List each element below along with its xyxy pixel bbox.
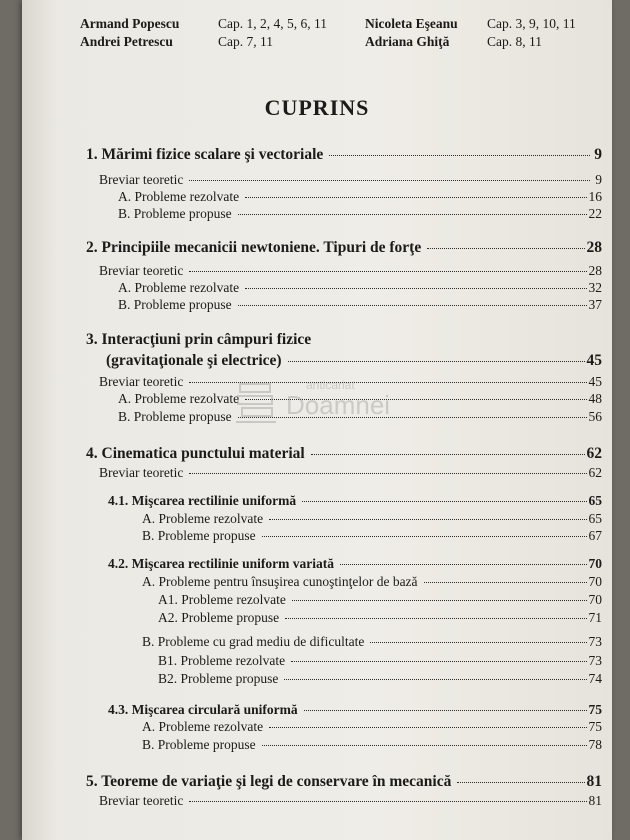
author-name: Andrei Petrescu [80, 34, 173, 49]
toc-chapter-title: 1. Mărimi fizice scalare şi vectoriale [86, 146, 324, 163]
dot-leader [329, 155, 590, 156]
dot-leader [457, 782, 584, 783]
dot-leader [340, 564, 587, 565]
toc-item [99, 465, 602, 481]
page-number: 81 [588, 793, 602, 808]
page-number: 74 [588, 671, 602, 686]
author-chapters: Cap. 1, 2, 4, 5, 6, 11 [218, 16, 327, 31]
page-number: 81 [586, 773, 602, 790]
dot-leader [288, 361, 585, 362]
toc-chapter-title: (gravitaţionale şi electrice) [106, 352, 282, 369]
book-page [22, 0, 612, 840]
toc-item-label: A. Probleme rezolvate [118, 391, 240, 406]
dot-leader [238, 305, 587, 306]
page-number: 73 [588, 634, 602, 649]
dot-leader [424, 582, 587, 583]
dot-leader [370, 642, 586, 643]
page-number: 32 [588, 280, 602, 295]
page-number: 62 [588, 465, 602, 480]
page-number: 70 [588, 592, 602, 607]
watermark-subtitle: anticariat [306, 378, 355, 392]
toc-item [158, 653, 602, 669]
page-number: 22 [588, 206, 602, 221]
dot-leader [302, 501, 586, 502]
page-number: 70 [588, 574, 602, 589]
toc-chapter [86, 239, 602, 257]
dot-leader [262, 745, 587, 746]
dot-leader [189, 801, 586, 802]
dot-leader [245, 288, 586, 289]
toc-section-title: 4.1. Mişcarea rectilinie uniformă [108, 493, 297, 508]
toc-item [158, 610, 602, 626]
toc-section-title: 4.2. Mişcarea rectilinie uniform variată [108, 556, 334, 571]
dot-leader [269, 519, 586, 520]
toc-item-label: A. Probleme rezolvate [118, 189, 240, 204]
page-number: 65 [588, 493, 602, 508]
dot-leader [285, 618, 586, 619]
toc-item-label: B2. Probleme propuse [158, 671, 279, 686]
toc-item [142, 528, 602, 544]
toc-item-label: B1. Probleme rezolvate [158, 653, 286, 668]
toc-item-label: A2. Probleme propuse [158, 610, 280, 625]
toc-chapter-title: 4. Cinematica punctului material [86, 445, 305, 462]
watermark-title: Doamnei [286, 390, 391, 420]
toc-item-label: B. Probleme propuse [142, 528, 256, 543]
toc-chapter [86, 773, 602, 791]
toc-item [142, 634, 602, 650]
dot-leader [284, 679, 586, 680]
toc-item [118, 280, 602, 296]
page-number: 28 [586, 239, 602, 256]
toc-item-label: Breviar teoretic [99, 172, 184, 187]
toc-item [118, 206, 602, 222]
page-number: 48 [588, 391, 602, 406]
toc-item-label: Breviar teoretic [99, 263, 184, 278]
toc-item [142, 511, 602, 527]
toc-item-label: Breviar teoretic [99, 374, 184, 389]
toc-item [118, 189, 602, 205]
toc-chapter-continued [106, 352, 602, 370]
dot-leader [189, 271, 586, 272]
toc-chapter [86, 146, 602, 164]
toc-item-label: A. Probleme rezolvate [142, 719, 264, 734]
dot-leader [427, 248, 584, 249]
toc-item [142, 574, 602, 590]
author-name: Armand Popescu [80, 16, 180, 31]
author-chapters: Cap. 7, 11 [218, 34, 273, 49]
toc-item [118, 297, 602, 313]
toc-chapter [86, 331, 602, 349]
dot-leader [245, 197, 586, 198]
watermark [234, 378, 424, 458]
dot-leader [292, 600, 587, 601]
page-number: 37 [588, 297, 602, 312]
toc-item [142, 737, 602, 753]
toc-item-label: B. Probleme cu grad mediu de dificultate [142, 634, 365, 649]
page-number: 75 [588, 719, 602, 734]
toc-item-label: Breviar teoretic [99, 465, 184, 480]
page-number: 65 [588, 511, 602, 526]
toc-item [99, 172, 602, 188]
toc-item-label: B. Probleme propuse [118, 297, 232, 312]
page-number: 62 [586, 445, 602, 462]
page-number: 9 [594, 146, 602, 163]
toc-section [108, 702, 602, 718]
book-stack-icon [234, 380, 280, 426]
page-number: 70 [588, 556, 602, 571]
toc-item [158, 592, 602, 608]
toc-item-label: B. Probleme propuse [142, 737, 256, 752]
page-number: 9 [595, 172, 602, 187]
toc-item [158, 671, 602, 687]
toc-section [108, 556, 602, 572]
page-title: CUPRINS [264, 95, 370, 120]
page-number: 75 [588, 702, 602, 717]
toc-item-label: B. Probleme propuse [118, 206, 232, 221]
authors-block [80, 16, 600, 52]
toc-section [108, 493, 602, 509]
dot-leader [291, 661, 586, 662]
page-number: 45 [586, 352, 602, 369]
toc-item-label: Breviar teoretic [99, 793, 184, 808]
toc-chapter-title: 2. Principiile mecanicii newtoniene. Tipuri de forţe [86, 239, 422, 256]
page-number: 16 [588, 189, 602, 204]
author-name: Adriana Ghiţă [365, 34, 450, 49]
toc-item [142, 719, 602, 735]
dot-leader [304, 710, 587, 711]
toc-chapter-title: 3. Interacţiuni prin câmpuri fizice [86, 331, 312, 348]
dot-leader [262, 536, 587, 537]
toc-item-label: A. Probleme pentru însuşirea cunoştinţelor de bază [142, 574, 418, 589]
author-chapters: Cap. 8, 11 [487, 34, 542, 49]
toc-chapter-title: 5. Teoreme de variaţie şi legi de conservare în mecanică [86, 773, 452, 790]
page-number: 67 [588, 528, 602, 543]
toc-item-label: B. Probleme propuse [118, 409, 232, 424]
toc-item-label: A1. Probleme rezolvate [158, 592, 286, 607]
page-number: 56 [588, 409, 602, 424]
page-number: 45 [588, 374, 602, 389]
page-number: 73 [588, 653, 602, 668]
toc-item-label: A. Probleme rezolvate [118, 280, 240, 295]
dot-leader [189, 180, 590, 181]
author-name: Nicoleta Eşeanu [365, 16, 458, 31]
dot-leader [238, 214, 587, 215]
dot-leader [189, 473, 586, 474]
toc-item-label: A. Probleme rezolvate [142, 511, 264, 526]
page-number: 78 [588, 737, 602, 752]
dot-leader [269, 727, 586, 728]
toc-item [99, 263, 602, 279]
page-number: 28 [588, 263, 602, 278]
author-chapters: Cap. 3, 9, 10, 11 [487, 16, 576, 31]
page-number: 71 [588, 610, 602, 625]
toc-section-title: 4.3. Mişcarea circulară uniformă [108, 702, 298, 717]
toc-item [99, 793, 602, 809]
